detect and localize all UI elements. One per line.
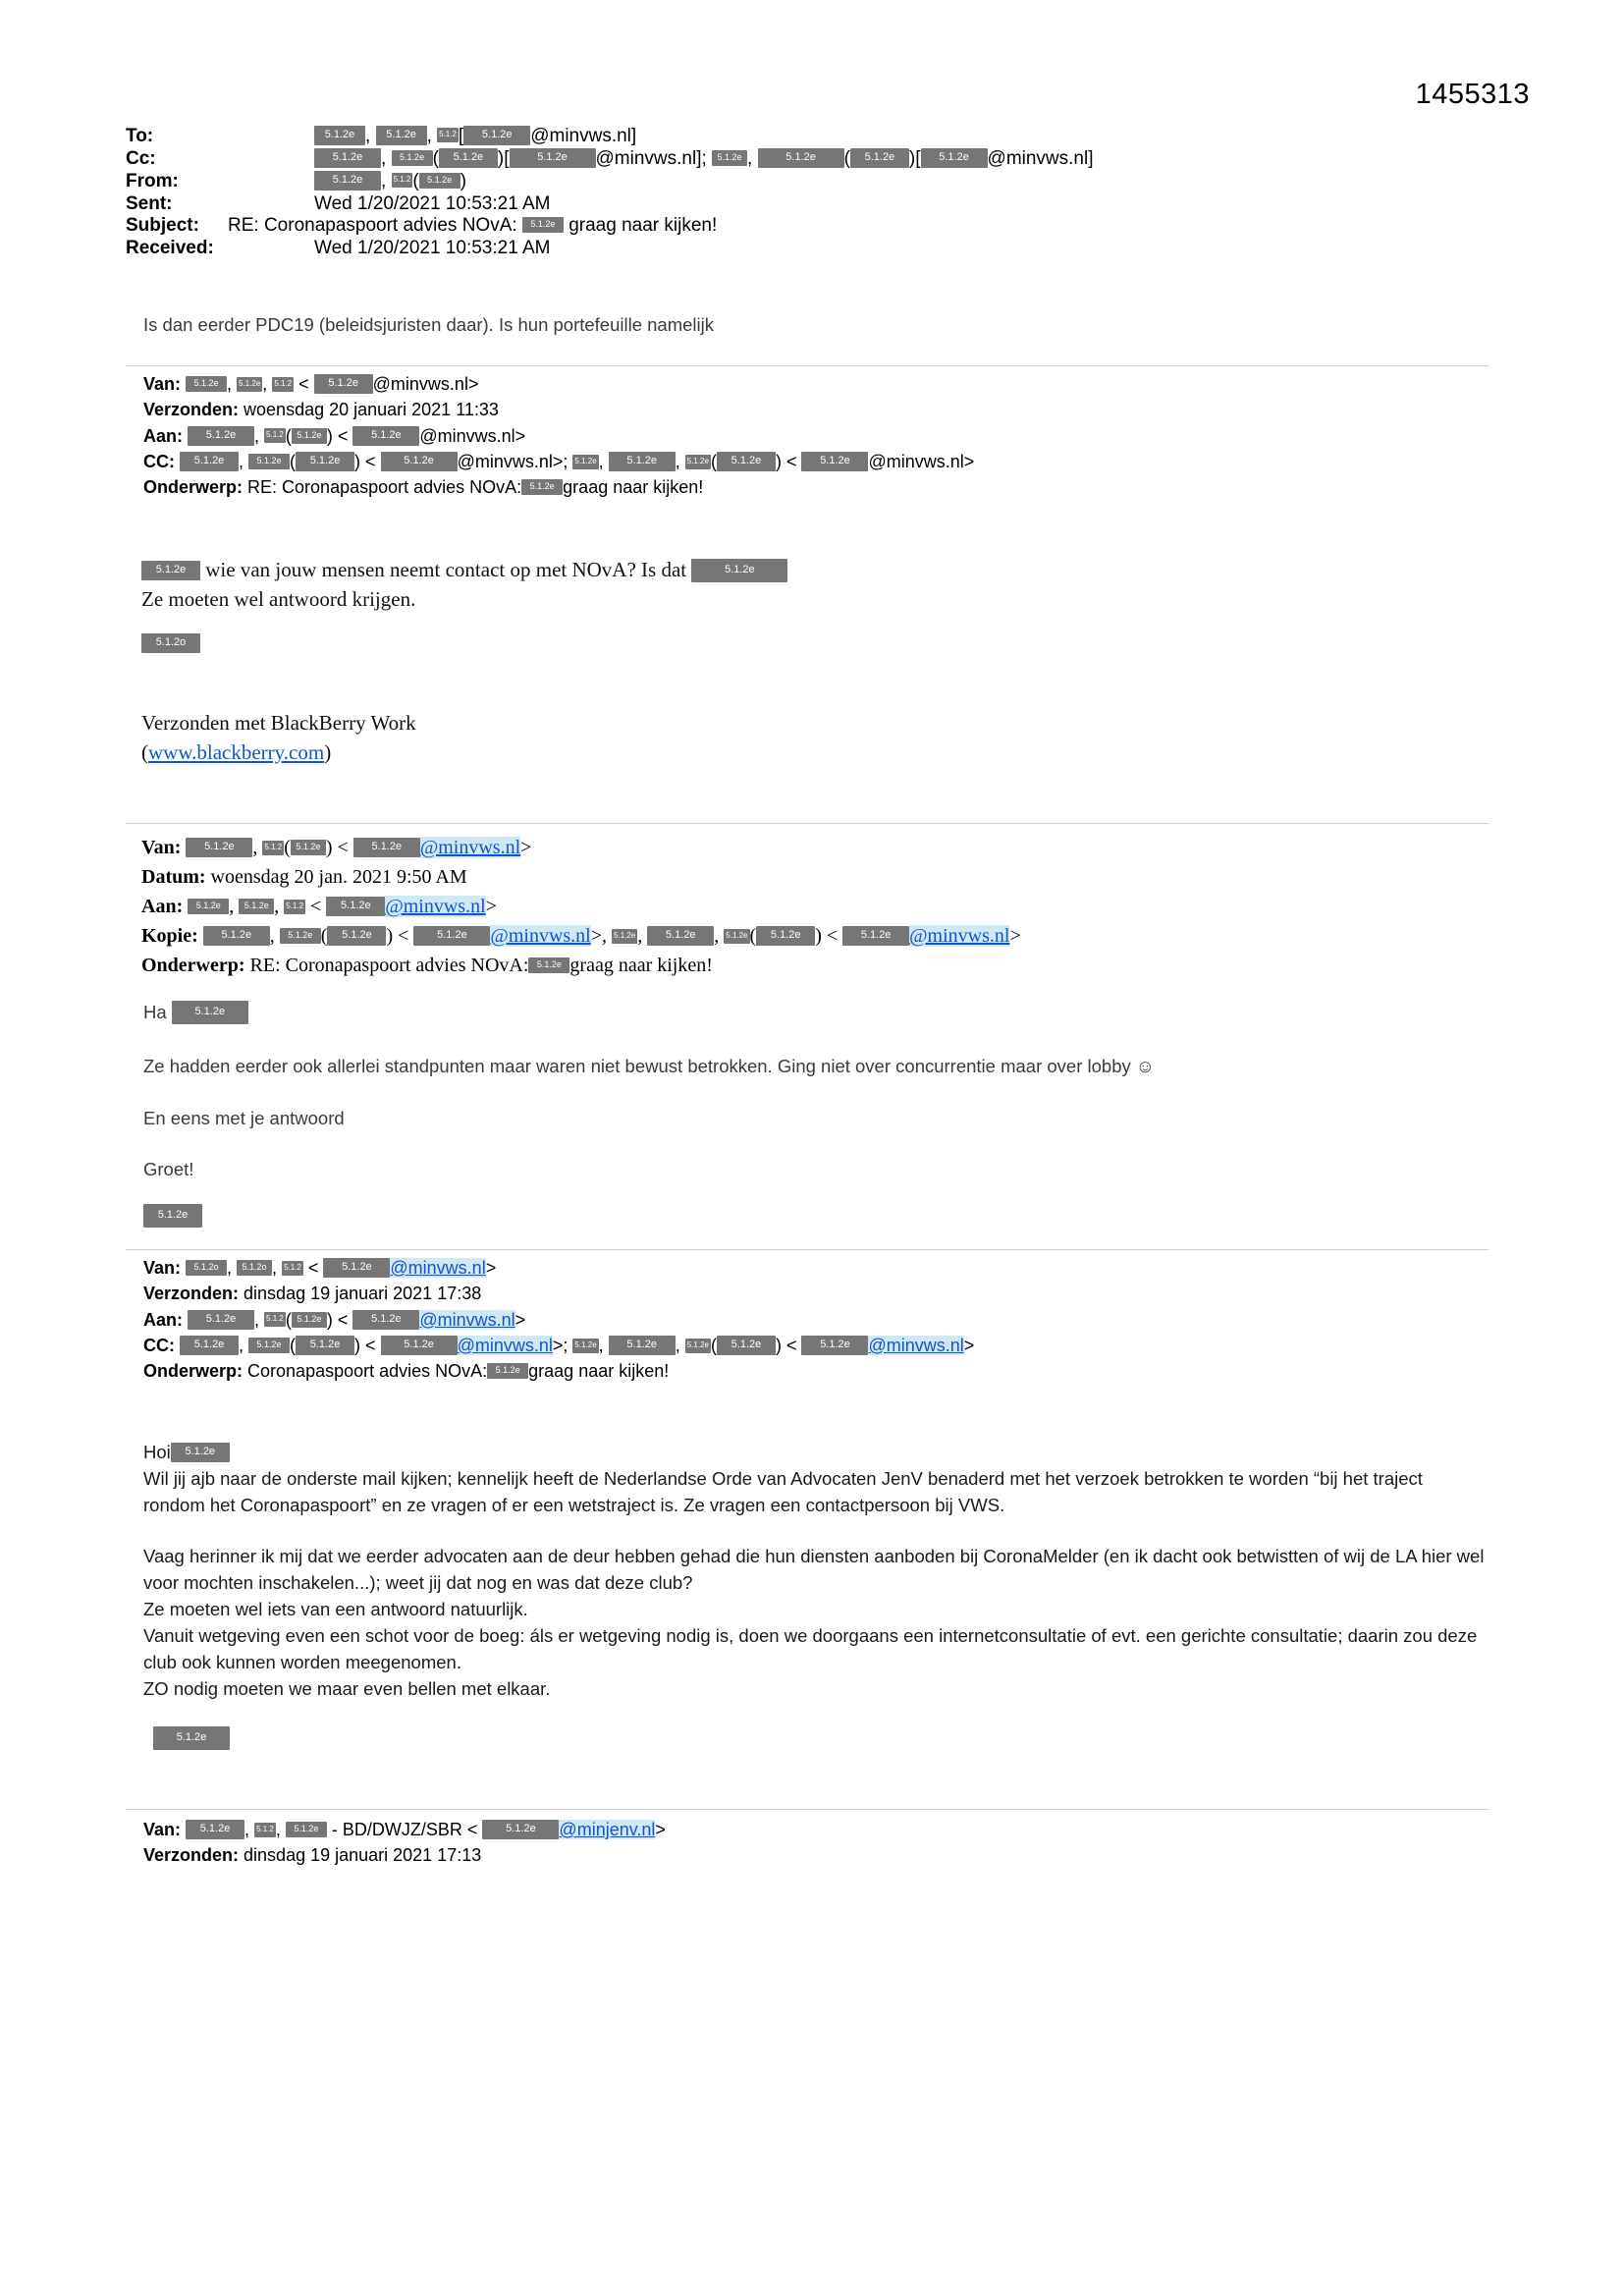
block4-van-close: >: [655, 1820, 666, 1839]
block3-onderwerp-row: [143, 1358, 1508, 1384]
redaction-box: 5.1.2e: [609, 452, 676, 471]
header-label-from: From:: [126, 170, 179, 191]
redaction-box: 5.1.2: [254, 1823, 276, 1837]
redaction-box: 5.1.2e: [510, 148, 596, 168]
divider: [126, 1809, 1489, 1810]
header-label-to: To:: [126, 126, 154, 146]
block1-van-row: Van: 5.1.2e , 5.1.2e , 5.1.2 < 5.1.2e @minvws.nl>: [143, 374, 479, 394]
block2-kopie-paren2-close: ) <: [815, 925, 839, 947]
block2-onderwerp-suffix: graag naar kijken!: [569, 955, 713, 976]
redaction-box: 5.1.2: [437, 128, 459, 142]
redaction-box: 5.1.2e: [572, 455, 598, 469]
block4-verzonden-row: [143, 1842, 1508, 1868]
quoted-block-2-headers: [141, 833, 1506, 980]
block3-aan-email-link[interactable]: @minvws.nl: [419, 1309, 515, 1330]
redaction-box: 5.1.2e: [141, 561, 200, 580]
redaction-box: 5.1.2e: [353, 838, 420, 857]
header-cc-paren-open: (: [432, 147, 439, 169]
email-header: [126, 126, 1500, 260]
redaction-box: 5.1.2e: [521, 479, 563, 495]
signature-line-1: Verzonden met BlackBerry Work: [141, 711, 416, 735]
redaction-box: 5.1.2e: [717, 1336, 776, 1355]
redaction-box: 5.1.2e: [314, 126, 365, 145]
block3-label-aan: Aan:: [143, 1309, 183, 1330]
redaction-box: 5.1.2e: [188, 426, 254, 446]
redaction-box: 5.1.2e: [482, 1820, 559, 1839]
header-value-sent: Wed 1/20/2021 10:53:21 AM: [314, 192, 551, 214]
block3-para-5: ZO nodig moeten we maar even bellen met elkaar.: [143, 1677, 551, 1699]
block1-cc-comma-2: ,: [598, 451, 604, 471]
block4-van-comma: ,: [244, 1820, 250, 1839]
block1-cc-paren-close: ) <: [354, 451, 376, 471]
redaction-box: 5.1.2e: [522, 217, 564, 233]
block3-aan-row: [143, 1307, 1508, 1333]
block4-label-verzonden: Verzonden:: [143, 1845, 240, 1866]
block1-cc-paren2-close: ) <: [775, 451, 797, 471]
redaction-box: 5.1.2e: [326, 897, 385, 916]
redaction-box: 5.1.2e: [463, 126, 530, 145]
redaction-box: 5.1.2e: [280, 928, 321, 944]
redaction-box: 5.1.2e: [143, 1204, 202, 1228]
block2-aan-row: Aan: 5.1.2e , 5.1.2e , 5.1.2 < 5.1.2e @minvws.nl>: [141, 896, 497, 917]
block4-van-row: Van: 5.1.2e , 5.1.2 , 5.1.2e - BD/DWJZ/SBR < 5.1.2e @minjenv.nl>: [143, 1820, 666, 1839]
block3-aan-paren-open: (: [285, 1309, 292, 1330]
block2-para-1: Ze hadden eerder ook allerlei standpunten maar waren niet bewust betrokken. Ging niet over concurrentie maar over lobby ☺: [143, 1055, 1155, 1076]
redaction-box: 5.1.2e: [691, 559, 787, 582]
header-cc-paren2-close: )[: [908, 147, 921, 169]
block1-label-aan: Aan:: [143, 425, 183, 446]
redaction-box: 5.1.2e: [756, 926, 815, 946]
redaction-box: 5.1.2e: [286, 1822, 327, 1837]
redaction-box: 5.1.2e: [413, 926, 490, 946]
block3-onderwerp-prefix: Coronapaspoort advies NOvA:: [247, 1361, 488, 1382]
block2-van-paren-open: (: [284, 837, 291, 858]
header-row-sent: [126, 193, 1500, 215]
header-to-bracket-open: [: [458, 126, 464, 146]
block2-kopie-paren-close: ) <: [386, 925, 409, 947]
redaction-box: 5.1.2e: [572, 1339, 598, 1353]
block2-datum-value: woensdag 20 jan. 2021 9:50 AM: [210, 866, 467, 888]
header-label-sent: Sent:: [126, 192, 173, 214]
block1-body-text-1: wie van jouw mensen neemt contact op met NOvA? Is dat: [205, 558, 687, 581]
block1-cc-comma-1: ,: [239, 451, 244, 471]
block3-van-close: >: [485, 1258, 497, 1278]
block3-cc-paren-open: (: [290, 1335, 297, 1355]
signature-line-2: [141, 738, 1506, 768]
redaction-box: 5.1.2e: [327, 926, 386, 946]
block1-label-onderwerp: Onderwerp:: [143, 477, 244, 498]
block3-para-3: Ze moeten wel iets van een antwoord natuurlijk.: [143, 1599, 528, 1620]
redaction-box: 5.1.2e: [921, 148, 988, 168]
redaction-box: 5.1.2e: [203, 926, 270, 946]
block1-label-verzonden: Verzonden:: [143, 400, 240, 420]
block2-kopie-row: Kopie: 5.1.2e , 5.1.2e ( 5.1.2e ) < 5.1.2e @minvws.nl>, 5.1.2e , 5.1.2e , 5.1.2e ( 5.1.2e ) < 5.1.2e @minvws.nl>: [141, 925, 1021, 947]
block3-van-row: Van: 5.1.2o , 5.1.2o , 5.1.2 < 5.1.2e @minvws.nl>: [143, 1258, 497, 1278]
redaction-box: 5.1.2o: [237, 1260, 272, 1276]
quoted-block-1-body: [141, 556, 1506, 657]
quoted-block-1-headers: [143, 371, 1508, 500]
redaction-box: 5.1.2e: [296, 452, 354, 471]
redaction-box: 5.1.2e: [291, 840, 326, 855]
block3-aan-paren-close: ) <: [326, 1309, 349, 1330]
redaction-box: 5.1.2: [264, 1312, 286, 1327]
redaction-box: 5.1.2: [272, 377, 294, 392]
block3-cc-paren2-open: (: [710, 1335, 717, 1355]
block2-label-onderwerp: Onderwerp:: [141, 955, 245, 976]
block3-van-open: <: [307, 1258, 319, 1278]
block3-label-van: Van:: [143, 1258, 182, 1278]
block2-label-aan: Aan:: [141, 896, 184, 917]
redaction-box: 5.1.2e: [180, 452, 239, 471]
divider: [126, 1249, 1489, 1250]
block1-onderwerp-row: [143, 474, 1508, 500]
header-row-subject: [126, 215, 1500, 237]
header-cc-paren-close: )[: [497, 147, 510, 169]
block3-para-2: Vaag herinner ik mij dat we eerder advocaten aan de deur hebben gehad die hun diensten aanboden bij CoronaMelder (en ik dacht ook betwistten of wij de LA hier wel voor mochten inschakelen...); weet jij dat nog en was dat deze club?: [143, 1546, 1485, 1594]
block2-kopie-paren2-open: (: [749, 925, 757, 947]
block3-greeting: [143, 1440, 1487, 1466]
redaction-box: 5.1.2e: [237, 377, 262, 392]
block1-cc-row: CC: 5.1.2e , 5.1.2e ( 5.1.2e ) < 5.1.2e @minvws.nl>; 5.1.2e , 5.1.2e , 5.1.2e ( 5.1.2e ) < 5.1.2e @minvws.nl>: [143, 451, 975, 471]
block2-onderwerp-prefix: RE: Coronapaspoort advies NOvA:: [249, 955, 529, 976]
redaction-box: 5.1.2e: [292, 428, 327, 444]
redaction-box: 5.1.2e: [188, 899, 229, 914]
block2-aan-email-link[interactable]: @minvws.nl: [385, 896, 486, 917]
block1-cc-paren-open: (: [290, 451, 297, 471]
block3-aan-close: >: [514, 1309, 526, 1330]
redaction-box: 5.1.2e: [292, 1312, 327, 1328]
redaction-box: 5.1.2: [262, 841, 284, 855]
redaction-box: 5.1.2: [282, 1261, 303, 1276]
header-label-received: Received:: [126, 238, 214, 259]
redaction-box: 5.1.2e: [528, 957, 569, 973]
header-row-received: [126, 238, 1500, 259]
quoted-block-3-body: [143, 1440, 1487, 1751]
block2-signature-redaction: [143, 1205, 1508, 1229]
block2-kopie-email-link-1[interactable]: @minvws.nl: [490, 925, 591, 947]
block3-verzonden-value: dinsdag 19 januari 2021 17:38: [244, 1284, 482, 1304]
redaction-box: 5.1.2e: [186, 376, 227, 392]
redaction-box: 5.1.2e: [314, 374, 373, 394]
divider: [126, 365, 1489, 366]
redaction-box: 5.1.2e: [172, 1001, 248, 1024]
redaction-box: 5.1.2e: [717, 452, 776, 471]
redaction-box: 5.1.2e: [314, 148, 381, 168]
block1-aan-open: <: [337, 425, 349, 446]
redaction-box: 5.1.2e: [850, 148, 909, 168]
block2-kopie-close-1: >,: [590, 925, 608, 947]
block2-kopie-comma-2: ,: [637, 925, 643, 947]
redaction-box: 5.1.2e: [296, 1336, 354, 1355]
block1-verzonden-row: [143, 397, 1508, 422]
signature-paren-open: (: [141, 739, 148, 764]
block1-body-signature-redaction: [141, 629, 1506, 658]
block1-cc-domain-2: @minvws.nl>: [868, 451, 975, 471]
header-row-cc: [126, 148, 1500, 170]
redaction-box: 5.1.2e: [186, 1820, 244, 1839]
block2-van-row: [141, 833, 1506, 862]
block3-cc-email-link-1[interactable]: @minvws.nl: [457, 1335, 553, 1355]
header-value-from: [228, 171, 1500, 192]
block2-onderwerp-row: [141, 951, 1506, 980]
header-from-paren-open: (: [412, 170, 419, 191]
block1-cc-domain-1: @minvws.nl>;: [457, 451, 568, 471]
header-value-subject: [228, 215, 1500, 237]
redaction-box: 5.1.2o: [186, 1260, 227, 1276]
redaction-box: 5.1.2e: [647, 926, 714, 946]
block1-van-open: <: [298, 374, 309, 394]
header-row-from: [126, 171, 1500, 192]
block2-label-kopie: Kopie:: [141, 925, 198, 947]
blackberry-link[interactable]: www.blackberry.com: [148, 739, 325, 764]
redaction-box: 5.1.2: [264, 428, 286, 443]
block2-greeting-text: Ha: [143, 1002, 167, 1022]
block3-cc-email-link-2[interactable]: @minvws.nl: [868, 1335, 964, 1355]
block4-label-van: Van:: [143, 1820, 182, 1839]
block3-cc-close-2: >: [963, 1335, 975, 1355]
block1-verzonden-value: woensdag 20 januari 2021 11:33: [244, 400, 499, 420]
subject-prefix: RE: Coronapaspoort advies NOvA:: [228, 215, 517, 237]
blackberry-signature: [141, 709, 1506, 768]
block4-verzonden-value: dinsdag 19 januari 2021 17:13: [244, 1845, 482, 1866]
redaction-box: 5.1.2o: [141, 633, 200, 653]
quoted-block-4-headers: [143, 1817, 1508, 1869]
block3-label-verzonden: Verzonden:: [143, 1284, 240, 1304]
redaction-box: 5.1.2e: [392, 150, 433, 166]
redaction-box: 5.1.2e: [381, 1336, 458, 1355]
block3-greeting-text: Hoi: [143, 1442, 171, 1462]
block2-van-close: >: [520, 837, 532, 858]
block3-cc-comma-1: ,: [239, 1335, 244, 1355]
redaction-box: 5.1.2e: [724, 929, 749, 944]
header-from-paren-close: ): [460, 170, 467, 191]
block1-body-line-2: Ze moeten wel antwoord krijgen.: [141, 586, 416, 611]
block2-kopie-close-2: >: [1009, 925, 1021, 947]
block2-aan-open: <: [310, 896, 322, 917]
redaction-box: 5.1.2e: [842, 926, 909, 946]
block2-label-van: Van:: [141, 837, 182, 858]
redaction-box: 5.1.2e: [801, 452, 868, 471]
redaction-box: 5.1.2: [392, 173, 413, 188]
redaction-box: 5.1.2e: [376, 126, 427, 145]
block3-verzonden-row: [143, 1281, 1508, 1306]
redaction-box: 5.1.2e: [239, 899, 274, 914]
block3-para-1: Wil jij ajb naar de onderste mail kijken; kennelijk heeft de Nederlandse Orde van Advocaten JenV benaderd met het verzoek betrokken te worden “bij het traject rondom het Coronapaspoort” en ze vragen of er een wetstraject is. Ze vragen een contactpersoon bij VWS.: [143, 1467, 1423, 1515]
header-value-cc: 5.1.2e , 5.1.2e ( 5.1.2e )[ 5.1.2e @minvws.nl]; 5.1.2e , 5.1.2e ( 5.1.2e )[ 5.1.2e @minvws.nl]: [228, 148, 1500, 170]
block1-aan-domain: @minvws.nl>: [419, 425, 526, 446]
block3-signature-redaction: [143, 1727, 1487, 1751]
intro-paragraph: Is dan eerder PDC19 (beleidsjuristen daar). Is hun portefeuille namelijk: [143, 314, 714, 335]
block2-kopie-email-link-2[interactable]: @minvws.nl: [909, 925, 1010, 947]
redaction-box: 5.1.2: [284, 900, 305, 914]
header-to-domain: @minvws.nl]: [530, 126, 637, 146]
redaction-box: 5.1.2e: [685, 1339, 711, 1353]
block2-van-email-link[interactable]: @minvws.nl: [419, 837, 521, 858]
subject-suffix: graag naar kijken!: [568, 215, 718, 237]
block2-greeting: [143, 1000, 1508, 1026]
block2-datum-row: [141, 862, 1506, 892]
block4-van-email-link[interactable]: @minjenv.nl: [559, 1820, 656, 1839]
block1-label-cc: CC:: [143, 451, 175, 471]
header-label-subject: Subject:: [126, 215, 199, 237]
redaction-box: 5.1.2e: [685, 455, 711, 469]
header-from-comma: ,: [381, 170, 387, 191]
block2-aan-close: >: [485, 896, 497, 917]
header-cc-domain-2: @minvws.nl]: [987, 147, 1094, 169]
block3-cc-comma-2: ,: [598, 1335, 604, 1355]
redaction-box: 5.1.2e: [171, 1443, 230, 1462]
header-label-cc: Cc:: [126, 147, 156, 169]
block2-van-paren-close: ) <: [325, 837, 349, 858]
block1-van-domain: @minvws.nl>: [372, 374, 479, 394]
block1-body-line-1: [141, 556, 1506, 585]
block3-para-4: Vanuit wetgeving even een schot voor de boeg: áls er wetgeving nodig is, doen we doorgaans een internetconsultatie of evt. een gerichte consultatie; daarin zou deze club ook kunnen worden meegenomen.: [143, 1624, 1478, 1672]
redaction-box: 5.1.2e: [352, 426, 419, 446]
quoted-block-2-body: [143, 1000, 1508, 1229]
block3-cc-row: CC: 5.1.2e , 5.1.2e ( 5.1.2e ) < 5.1.2e @minvws.nl>; 5.1.2e , 5.1.2e , 5.1.2e ( 5.1.2e ) < 5.1.2e @minvws.nl>: [143, 1335, 975, 1355]
redaction-box: 5.1.2e: [419, 173, 460, 189]
block1-aan-row: Aan: 5.1.2e , 5.1.2 ( 5.1.2e ) < 5.1.2e @minvws.nl>: [143, 425, 526, 446]
redaction-box: 5.1.2e: [439, 148, 498, 168]
document-number: 1455313: [1415, 79, 1530, 110]
redaction-box: 5.1.2e: [609, 1336, 676, 1355]
block2-para-3: Groet!: [143, 1159, 194, 1180]
header-cc-domain-1: @minvws.nl];: [595, 147, 707, 169]
block3-cc-paren-close: ) <: [354, 1335, 376, 1355]
block4-van-dept: - BD/DWJZ/SBR <: [331, 1820, 478, 1839]
redaction-box: 5.1.2e: [248, 454, 290, 469]
redaction-box: 5.1.2e: [180, 1336, 239, 1355]
divider: [126, 823, 1489, 824]
redaction-box: 5.1.2e: [612, 929, 637, 944]
redaction-box: 5.1.2e: [186, 838, 252, 857]
redaction-box: 5.1.2e: [352, 1310, 419, 1330]
block2-kopie-comma-1: ,: [269, 925, 275, 947]
redaction-box: 5.1.2e: [801, 1336, 868, 1355]
header-cc-paren2-open: (: [843, 147, 850, 169]
block2-para-2: En eens met je antwoord: [143, 1107, 345, 1128]
redaction-box: 5.1.2e: [487, 1363, 528, 1379]
block3-label-onderwerp: Onderwerp:: [143, 1361, 244, 1382]
block3-cc-paren2-close: ) <: [775, 1335, 797, 1355]
block3-cc-close-1: >;: [552, 1335, 568, 1355]
block1-cc-paren2-open: (: [710, 451, 717, 471]
block2-van-comma: ,: [252, 837, 258, 858]
block3-van-email-link[interactable]: @minvws.nl: [390, 1258, 486, 1278]
block3-label-cc: CC:: [143, 1335, 175, 1355]
signature-paren-close: ): [324, 739, 332, 764]
redaction-box: 5.1.2e: [314, 171, 381, 191]
redaction-box: 5.1.2e: [712, 150, 747, 166]
block1-onderwerp-suffix: graag naar kijken!: [563, 477, 704, 498]
quoted-block-3-headers: [143, 1255, 1508, 1384]
redaction-box: 5.1.2e: [758, 148, 844, 168]
block1-label-van: Van:: [143, 374, 182, 394]
block3-onderwerp-suffix: graag naar kijken!: [528, 1361, 670, 1382]
block1-onderwerp-prefix: RE: Coronapaspoort advies NOvA:: [247, 477, 522, 498]
header-value-to: 5.1.2e , 5.1.2e , 5.1.2 [ 5.1.2e @minvws.nl]: [228, 126, 1500, 147]
block2-label-datum: Datum:: [141, 866, 206, 888]
redaction-box: 5.1.2e: [323, 1258, 390, 1278]
redaction-box: 5.1.2e: [188, 1310, 254, 1330]
block3-aan-comma: ,: [254, 1309, 260, 1330]
redaction-box: 5.1.2e: [248, 1338, 290, 1353]
header-row-to: [126, 126, 1500, 147]
block2-kopie-paren-open: (: [320, 925, 328, 947]
redaction-box: 5.1.2e: [153, 1726, 230, 1750]
redaction-box: 5.1.2e: [381, 452, 458, 471]
header-value-received: Wed 1/20/2021 10:53:21 AM: [314, 238, 551, 259]
